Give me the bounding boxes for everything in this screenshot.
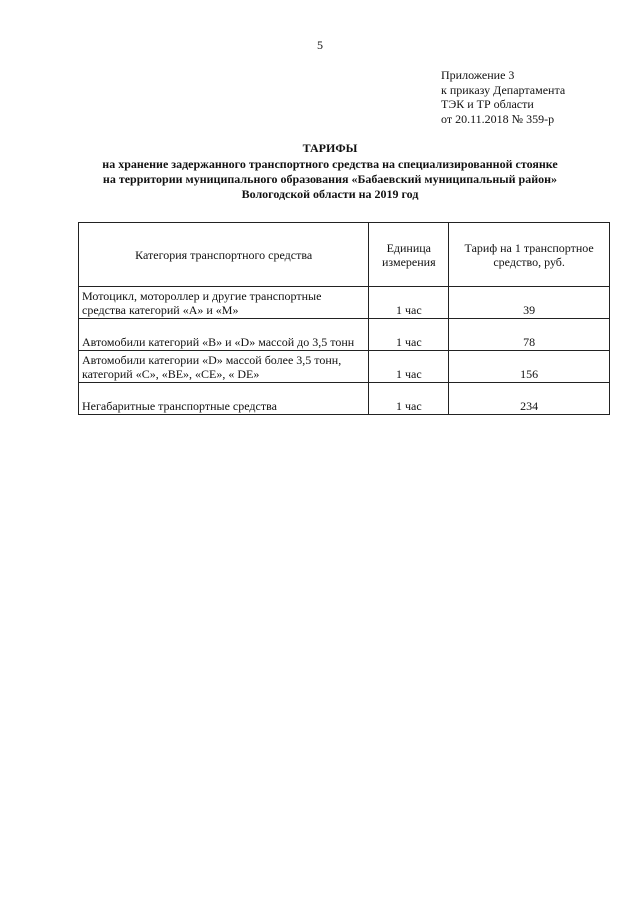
title-subtitle-line: на территории муниципального образования «Бабаевский муниципальный район» bbox=[102, 172, 558, 186]
title-subtitle-line: Вологодской области на 2019 год bbox=[241, 187, 419, 201]
document-title bbox=[60, 141, 600, 202]
cell-tariff: 39 bbox=[449, 287, 610, 319]
table-row bbox=[79, 287, 610, 319]
header-tariff: Тариф на 1 транспортное средство, руб. bbox=[449, 223, 610, 287]
cell-tariff: 234 bbox=[449, 383, 610, 415]
header-category: Категория транспортного средства bbox=[79, 223, 369, 287]
cell-unit: 1 час bbox=[369, 287, 449, 319]
cell-unit: 1 час bbox=[369, 319, 449, 351]
header-unit: Единица измерения bbox=[369, 223, 449, 287]
appendix-line: к приказу Департамента bbox=[441, 82, 566, 97]
cell-tariff: 156 bbox=[449, 351, 610, 383]
appendix-reference bbox=[441, 68, 565, 126]
table-header-row bbox=[79, 223, 610, 287]
title-main: ТАРИФЫ bbox=[302, 141, 358, 155]
cell-tariff: 78 bbox=[449, 319, 610, 351]
cell-unit: 1 час bbox=[369, 351, 449, 383]
appendix-line: Приложение 3 bbox=[441, 68, 515, 82]
cell-category: Автомобили категории «D» массой более 3,5 тонн, категорий «C», «BE», «CE», « DE» bbox=[79, 351, 369, 383]
table-row bbox=[79, 383, 610, 415]
appendix-line: ТЭК и ТР области bbox=[441, 97, 534, 111]
cell-category: Негабаритные транспортные средства bbox=[79, 383, 369, 415]
title-subtitle-line: на хранение задержанного транспортного средства на специализированной стоянке bbox=[102, 157, 558, 171]
table-row bbox=[79, 319, 610, 351]
table-row bbox=[79, 351, 610, 383]
appendix-line: от 20.11.2018 № 359-р bbox=[441, 111, 555, 126]
cell-category: Мотоцикл, мотороллер и другие транспортные средства категорий «A» и «M» bbox=[79, 287, 369, 319]
page-number: 5 bbox=[317, 38, 323, 52]
tariff-table bbox=[78, 222, 610, 415]
cell-unit: 1 час bbox=[369, 383, 449, 415]
cell-category: Автомобили категорий «B» и «D» массой до 3,5 тонн bbox=[79, 319, 369, 351]
